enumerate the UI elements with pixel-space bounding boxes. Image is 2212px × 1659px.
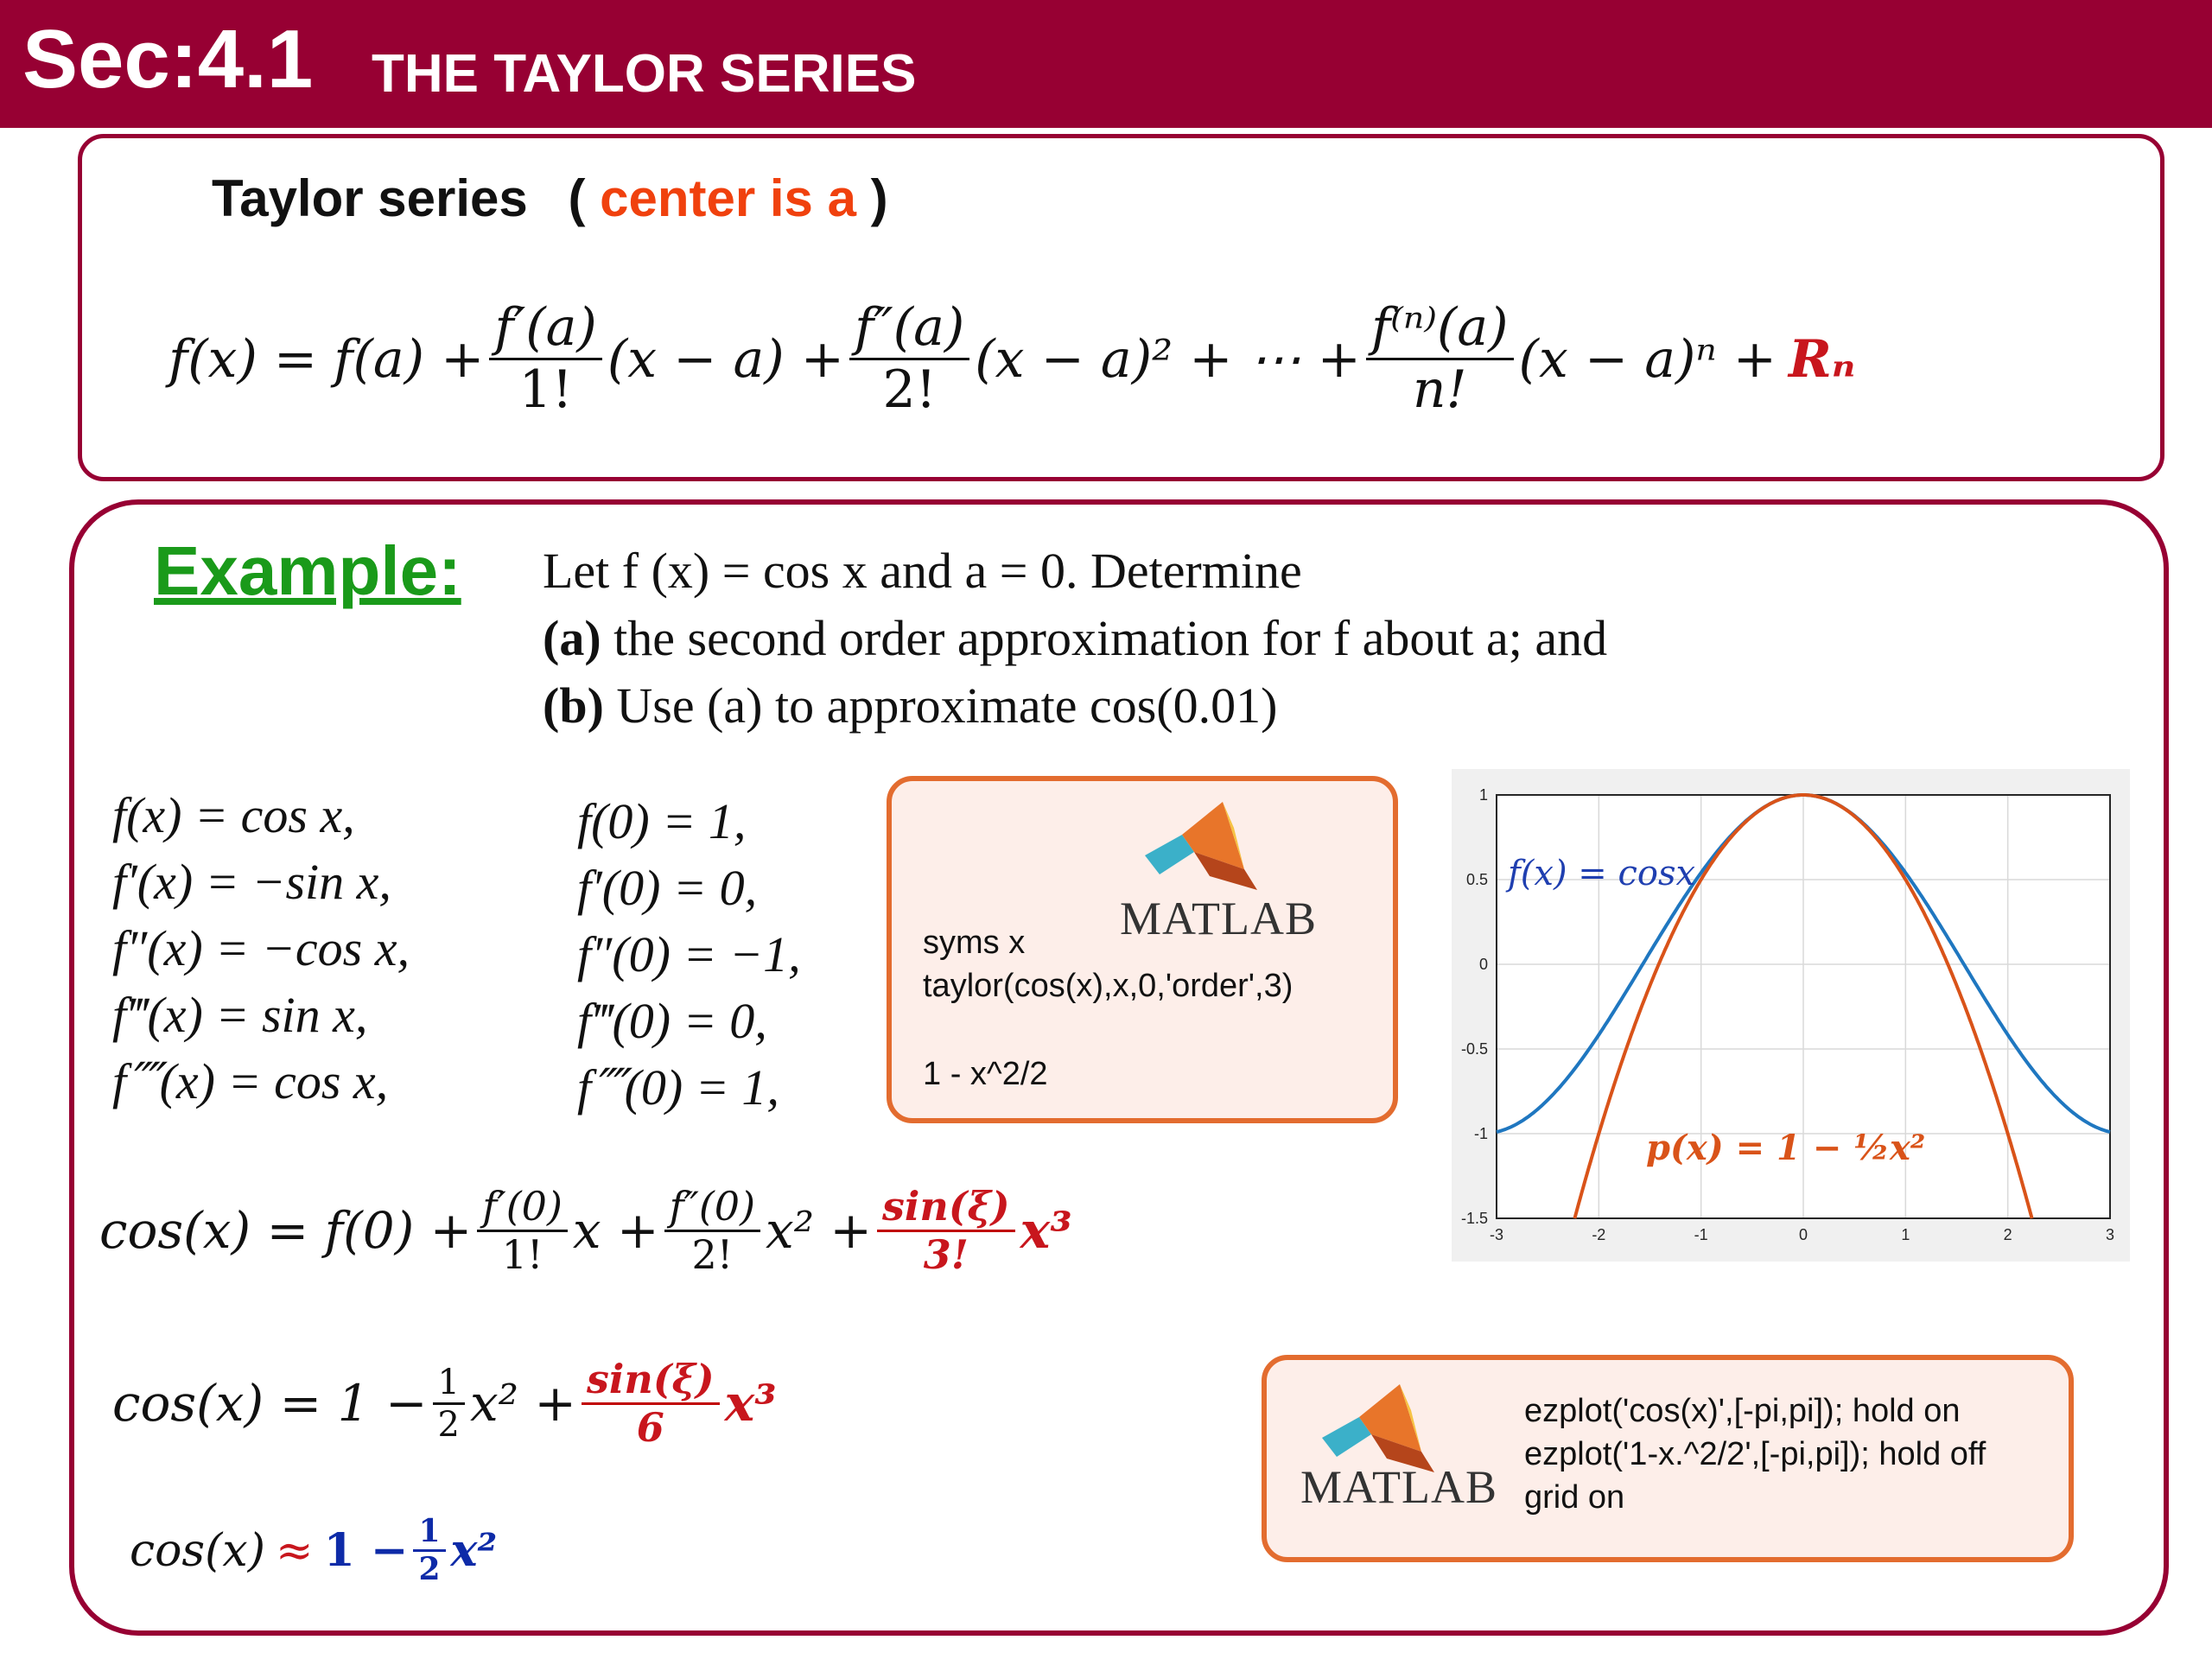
- eq3-one: 1 −: [323, 1524, 409, 1578]
- taylor-heading: [212, 168, 888, 228]
- y-tick-label: 0.5: [1465, 871, 1488, 888]
- formula-term-2: (x − a)² + ⋯ +: [975, 328, 1361, 390]
- frac-den: 2!: [691, 1230, 734, 1278]
- x-tick-label: -1: [1694, 1226, 1708, 1243]
- y-tick-label: 0: [1478, 956, 1488, 973]
- eq3-half: [413, 1514, 445, 1588]
- y-tick-label: -1: [1473, 1125, 1488, 1142]
- header-bar: [0, 0, 2212, 128]
- matlab2-line-2: ezplot('1-x.^2/2',[-pi,pi]); hold off: [1524, 1436, 1986, 1472]
- eq2-lhs: cos(x) = 1 −: [112, 1374, 428, 1433]
- eq1-remainder-frac: [877, 1184, 1015, 1278]
- part-b-text: Use (a) to approximate cos(0.01): [603, 677, 1278, 734]
- example-line-1: Let f (x) = cos x and a = 0. Determine: [543, 543, 1302, 599]
- x-tick-label: 2: [2003, 1226, 2012, 1243]
- equation-1: [99, 1184, 1072, 1278]
- eq1-frac-1: [477, 1184, 568, 1278]
- example-line-3: [543, 672, 1607, 740]
- matlab2-line-1: ezplot('cos(x)',[-pi,pi]); hold on: [1524, 1393, 1961, 1429]
- example-label: Example:: [154, 532, 461, 609]
- value-3: f‴(0) = 0,: [577, 993, 767, 1049]
- remainder-term: Rₙ: [1789, 328, 1856, 390]
- frac-num: f′(0): [477, 1184, 568, 1232]
- frac-num: 1: [433, 1363, 465, 1405]
- eq1-frac-2: [664, 1184, 760, 1278]
- eq3-approx: ≈: [276, 1524, 314, 1577]
- eq2-remainder-tail: x³: [724, 1374, 777, 1433]
- y-tick-label: -1.5: [1460, 1210, 1488, 1227]
- y-tick-label: 1: [1478, 786, 1488, 804]
- values-list: [577, 788, 801, 1121]
- formula-term-n: (x − a)ⁿ +: [1518, 328, 1777, 390]
- x-tick-label: -3: [1489, 1226, 1504, 1243]
- eq2-remainder-frac: [582, 1357, 720, 1451]
- part-a-text: the second order approximation for f about a; and: [601, 610, 1608, 666]
- frac-den: 1!: [518, 359, 573, 420]
- matlab-result: 1 - x^2/2: [923, 1056, 1048, 1092]
- frac-den: 2: [437, 1404, 460, 1445]
- section-title: THE TAYLOR SERIES: [372, 44, 917, 104]
- paren-open: (: [568, 169, 586, 227]
- frac-num: sin(ξ): [582, 1357, 720, 1405]
- eq1-term-2: x² +: [766, 1201, 873, 1261]
- matlab-line-2: taylor(cos(x),x,0,'order',3): [923, 968, 1294, 1004]
- derivative-1: f′(x) = −sin x,: [112, 854, 391, 910]
- example-text: [543, 537, 1607, 740]
- matlab-logo-icon: [1141, 793, 1262, 897]
- equation-3: [130, 1514, 497, 1588]
- x-tick-label: 3: [2105, 1226, 2115, 1243]
- value-2: f″(0) = −1,: [577, 926, 801, 982]
- frac-den: 2!: [882, 359, 937, 420]
- matlab-line-1: syms x: [923, 925, 1026, 961]
- value-4: f⁗(0) = 1,: [577, 1059, 779, 1116]
- derivatives-list: [112, 782, 410, 1115]
- eq3-lhs: cos(x): [130, 1524, 266, 1577]
- frac-den: 3!: [923, 1230, 969, 1278]
- value-0: f(0) = 1,: [577, 793, 747, 849]
- center-label: center is a: [600, 169, 856, 227]
- formula-frac-n: [1366, 298, 1514, 420]
- frac-num: f″(a): [849, 298, 969, 360]
- frac-num: 1: [413, 1514, 445, 1552]
- section-number: Sec:4.1: [22, 13, 314, 105]
- x-tick-label: 0: [1798, 1226, 1808, 1243]
- derivative-0: f(x) = cos x,: [112, 787, 355, 843]
- cos-plot: [1452, 769, 2130, 1262]
- formula-term-1: (x − a) +: [607, 328, 845, 390]
- matlab-logo-text: MATLAB: [1120, 893, 1318, 944]
- eq1-remainder-tail: x³: [1020, 1201, 1072, 1261]
- legend-cos: f(x) = cosx: [1508, 854, 1696, 893]
- frac-den: 2: [418, 1551, 441, 1588]
- derivative-2: f″(x) = −cos x,: [112, 920, 410, 976]
- example-line-2: [543, 605, 1607, 672]
- derivative-3: f‴(x) = sin x,: [112, 987, 368, 1043]
- frac-num: f″(0): [664, 1184, 760, 1232]
- taylor-label: Taylor series: [212, 169, 528, 227]
- frac-num: f⁽ⁿ⁾(a): [1366, 298, 1514, 360]
- part-a-label: (a): [543, 610, 601, 666]
- frac-den: 6: [636, 1403, 664, 1451]
- formula-lhs: f(x) = f(a) +: [168, 328, 485, 390]
- matlab-logo-text: MATLAB: [1300, 1461, 1498, 1513]
- legend-poly: p(x) = 1 − ½x²: [1646, 1128, 1926, 1168]
- frac-num: f′(a): [489, 298, 601, 360]
- matlab2-line-3: grid on: [1524, 1479, 1625, 1516]
- x-tick-label: -2: [1592, 1226, 1606, 1243]
- eq3-tail: x²: [450, 1524, 498, 1578]
- frac-den: 1!: [501, 1230, 543, 1278]
- eq2-half: [433, 1363, 465, 1445]
- derivative-4: f⁗(x) = cos x,: [112, 1053, 389, 1109]
- formula-frac-2: [849, 298, 969, 420]
- eq2-term: x² +: [470, 1374, 576, 1433]
- equation-2: [112, 1357, 777, 1451]
- y-tick-label: -0.5: [1460, 1040, 1488, 1058]
- eq1-lhs: cos(x) = f(0) +: [99, 1201, 473, 1261]
- frac-den: n!: [1412, 359, 1467, 420]
- x-tick-label: 1: [1901, 1226, 1910, 1243]
- formula-frac-1: [489, 298, 601, 420]
- paren-close: ): [870, 169, 888, 227]
- frac-num: sin(ξ): [877, 1184, 1015, 1232]
- taylor-formula: [168, 298, 1855, 420]
- eq1-term-1: x +: [572, 1201, 659, 1261]
- part-b-label: (b): [543, 677, 604, 734]
- value-1: f′(0) = 0,: [577, 860, 758, 916]
